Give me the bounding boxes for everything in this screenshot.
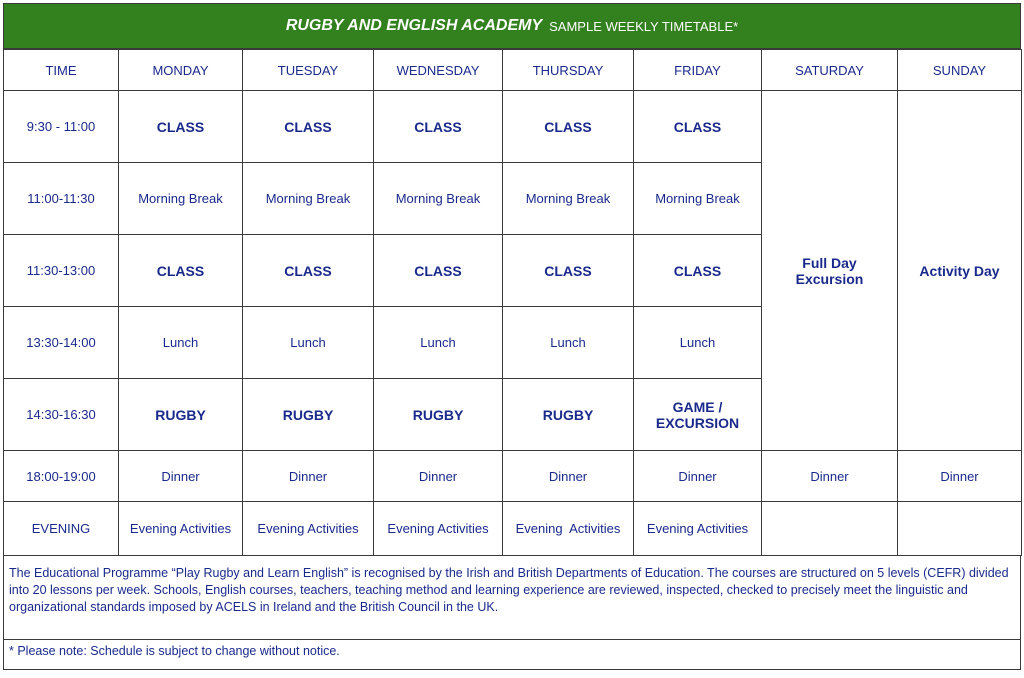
header-monday: MONDAY <box>119 50 243 91</box>
schedule-cell: RUGBY <box>374 379 503 451</box>
schedule-cell: Dinner <box>243 451 374 502</box>
schedule-cell: CLASS <box>503 91 634 163</box>
title-sub: SAMPLE WEEKLY TIMETABLE* <box>549 18 739 34</box>
header-time: TIME <box>4 50 119 91</box>
saturday-excursion-cell: Full Day Excursion <box>762 91 898 451</box>
schedule-cell <box>762 502 898 556</box>
header-tuesday: TUESDAY <box>243 50 374 91</box>
schedule-cell: Lunch <box>243 307 374 379</box>
schedule-cell: Lunch <box>634 307 762 379</box>
schedule-cell: CLASS <box>503 235 634 307</box>
time-cell: 11:00-11:30 <box>4 163 119 235</box>
schedule-cell: Morning Break <box>119 163 243 235</box>
schedule-cell: CLASS <box>634 91 762 163</box>
header-friday: FRIDAY <box>634 50 762 91</box>
schedule-cell: Dinner <box>762 451 898 502</box>
schedule-cell: Dinner <box>898 451 1022 502</box>
schedule-cell: Dinner <box>374 451 503 502</box>
schedule-cell: Morning Break <box>374 163 503 235</box>
time-cell: 13:30-14:00 <box>4 307 119 379</box>
schedule-cell: Dinner <box>119 451 243 502</box>
schedule-cell: RUGBY <box>119 379 243 451</box>
schedule-cell: CLASS <box>243 91 374 163</box>
time-cell: 11:30-13:00 <box>4 235 119 307</box>
schedule-cell: Morning Break <box>634 163 762 235</box>
schedule-cell: CLASS <box>119 235 243 307</box>
schedule-cell: CLASS <box>374 91 503 163</box>
schedule-cell: Evening Activities <box>634 502 762 556</box>
timetable <box>3 49 1022 556</box>
schedule-cell: Evening Activities <box>503 502 634 556</box>
schedule-cell: Morning Break <box>503 163 634 235</box>
header-sunday: SUNDAY <box>898 50 1022 91</box>
title-main: RUGBY AND ENGLISH ACADEMY <box>285 17 543 34</box>
schedule-cell: CLASS <box>243 235 374 307</box>
schedule-cell <box>898 502 1022 556</box>
schedule-cell: Dinner <box>503 451 634 502</box>
time-cell: 14:30-16:30 <box>4 379 119 451</box>
schedule-cell: CLASS <box>374 235 503 307</box>
schedule-cell: Evening Activities <box>119 502 243 556</box>
schedule-cell: Dinner <box>634 451 762 502</box>
table-row <box>4 451 1022 502</box>
schedule-cell: RUGBY <box>243 379 374 451</box>
table-row <box>4 91 1022 163</box>
schedule-cell: Evening Activities <box>243 502 374 556</box>
header-thursday: THURSDAY <box>503 50 634 91</box>
programme-note: The Educational Programme “Play Rugby and Learn English” is recognised by the Irish and British Departments of Education. The courses are structured on 5 levels (CEFR) divided into 20 lessons per week. Schools, English courses, teachers, teaching method and learning experience are reviewed, inspected, checked to precisely meet the linguistic and organizational standards imposed by ACELS in Ireland and the British Council in the UK. <box>3 556 1021 640</box>
schedule-cell: Lunch <box>374 307 503 379</box>
schedule-footnote: * Please note: Schedule is subject to change without notice. <box>3 640 1021 670</box>
schedule-cell: Lunch <box>503 307 634 379</box>
header-row <box>4 50 1022 91</box>
time-cell: 9:30 - 11:00 <box>4 91 119 163</box>
schedule-cell: GAME / EXCURSION <box>634 379 762 451</box>
schedule-cell: CLASS <box>634 235 762 307</box>
header-wednesday: WEDNESDAY <box>374 50 503 91</box>
schedule-cell: Evening Activities <box>374 502 503 556</box>
schedule-cell: RUGBY <box>503 379 634 451</box>
table-row <box>4 502 1022 556</box>
header-saturday: SATURDAY <box>762 50 898 91</box>
timetable-document <box>3 3 1021 670</box>
schedule-cell: CLASS <box>119 91 243 163</box>
schedule-cell: Lunch <box>119 307 243 379</box>
time-cell: EVENING <box>4 502 119 556</box>
time-cell: 18:00-19:00 <box>4 451 119 502</box>
title-bar <box>3 3 1021 49</box>
sunday-activity-cell: Activity Day <box>898 91 1022 451</box>
schedule-cell: Morning Break <box>243 163 374 235</box>
